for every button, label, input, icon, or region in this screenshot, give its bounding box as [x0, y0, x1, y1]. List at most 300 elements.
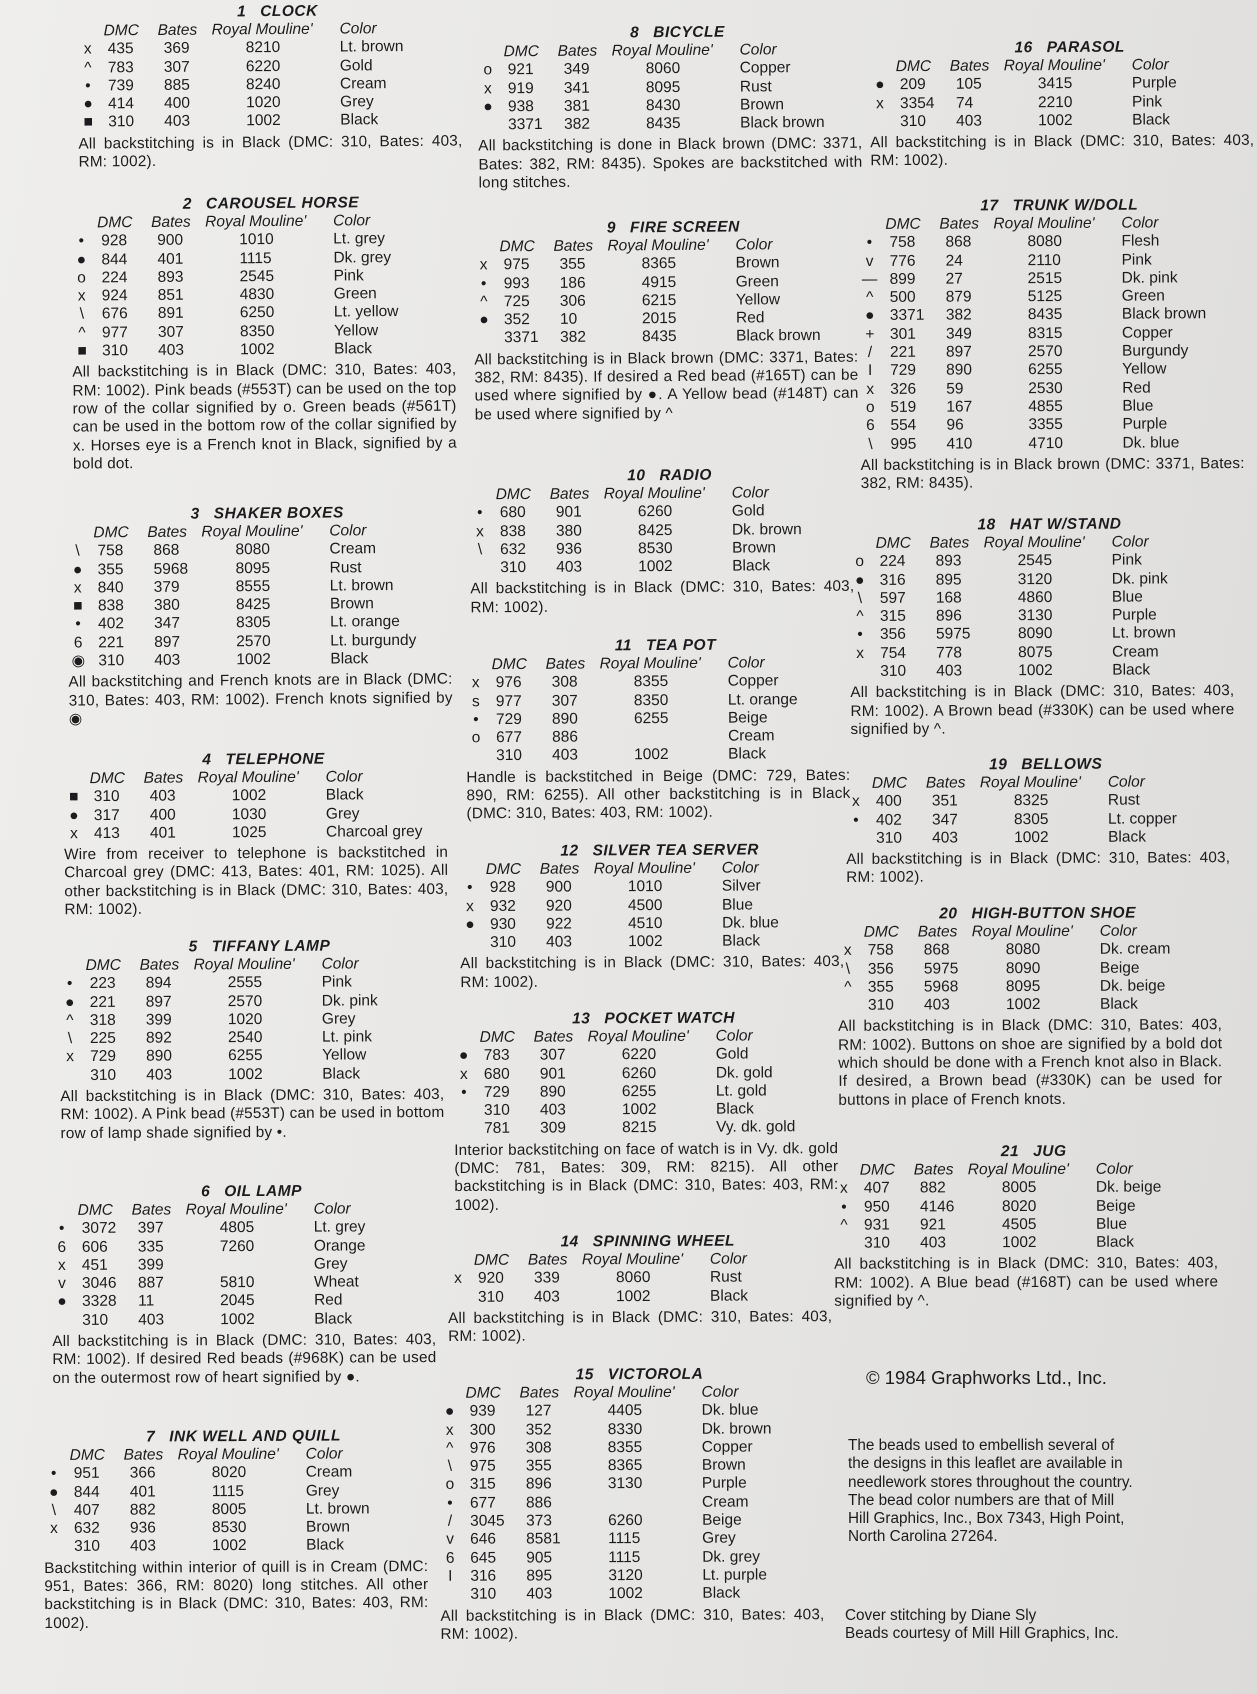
cell-rm: 8095: [1005, 977, 1041, 996]
cell-color: Blue: [1122, 397, 1154, 415]
cell-rm: 8095: [645, 78, 681, 96]
cell-bates: 168: [935, 589, 962, 607]
cell-rm: 6250: [239, 304, 275, 322]
cell-bates: 400: [164, 94, 191, 113]
thread-row: [52, 1273, 452, 1293]
cell-dmc: 310: [98, 652, 125, 670]
cell-sym: •: [857, 626, 863, 644]
cell-sym: x: [856, 644, 865, 662]
cell-bates: 397: [137, 1219, 164, 1237]
cell-sym: x: [459, 1065, 468, 1083]
cell-bates: 403: [546, 933, 573, 951]
cell-sym: o: [471, 729, 481, 747]
cell-bates: 307: [539, 1046, 566, 1064]
cell-color: Lt. orange: [329, 613, 400, 631]
cell-rm: 4405: [607, 1402, 643, 1420]
cell-sym: x: [73, 579, 82, 597]
cell-bates: 868: [923, 941, 950, 959]
cell-dmc: 310: [876, 829, 902, 847]
thread-row: [870, 74, 1257, 95]
cell-sym: x: [83, 40, 92, 58]
header-rm: Royal Mouline': [603, 484, 705, 503]
cell-dmc: 356: [879, 626, 906, 644]
cell-color: Yellow: [1122, 360, 1167, 379]
cell-bates: 382: [560, 329, 587, 347]
cell-color: Dk. grey: [702, 1548, 760, 1566]
cell-rm: 6215: [641, 291, 677, 310]
cell-rm: 8530: [211, 1519, 247, 1537]
cell-sym: o: [855, 553, 865, 571]
design-title: [439, 1365, 839, 1385]
cell-dmc: 899: [889, 270, 916, 288]
cell-rm: 4830: [239, 286, 275, 304]
cell-dmc: 950: [863, 1198, 890, 1216]
header-rm: Royal Mouline': [971, 922, 1073, 941]
cell-rm: 1020: [246, 94, 281, 112]
header-dmc: DMC: [885, 215, 921, 233]
thread-row: [850, 588, 1250, 608]
cell-bates: 167: [946, 398, 973, 416]
cell-rm: 4860: [1017, 588, 1053, 607]
backstitch-note: All backstitching is in Black (DMC: 310, Bates: 403, RM: 1002). A Pink bead (#553T) can be used in bottom row of lamp shade signified by •.: [60, 1086, 445, 1142]
cell-bates: 4146: [919, 1197, 955, 1216]
cell-sym: \: [75, 542, 80, 560]
cell-bates: 901: [539, 1065, 566, 1083]
thread-row: [850, 606, 1250, 626]
cell-dmc: 977: [101, 323, 128, 342]
header-bates: Bates: [545, 655, 586, 673]
design-number: 11: [614, 637, 633, 655]
header-rm: Royal Mouline': [967, 1160, 1070, 1179]
cell-bates: 886: [525, 1494, 552, 1512]
cell-rm: 1002: [212, 1537, 247, 1555]
cell-rm: 1002: [628, 933, 663, 951]
design-name: BICYCLE: [653, 23, 725, 42]
thread-row: [52, 1310, 452, 1330]
cell-color: Black: [334, 340, 373, 358]
design-number: 15: [575, 1366, 594, 1384]
cell-dmc: 645: [470, 1549, 497, 1567]
thread-row: [850, 624, 1250, 644]
cell-bates: 351: [931, 792, 958, 810]
cell-dmc: 225: [89, 1030, 116, 1048]
header-color: Color: [325, 768, 363, 786]
cell-rm: 3355: [1028, 416, 1063, 434]
header-bates: Bates: [533, 1028, 574, 1046]
cell-rm: 8305: [1013, 810, 1049, 828]
cell-color: Pink: [1131, 93, 1163, 111]
cell-sym: •: [447, 1494, 453, 1512]
cell-dmc: 310: [880, 662, 907, 680]
cell-sym: o: [77, 269, 86, 287]
cell-dmc: 632: [499, 540, 526, 559]
thread-row: [44, 1463, 444, 1483]
cell-dmc: 729: [483, 1083, 510, 1101]
header-bates: Bates: [939, 215, 980, 233]
cell-bates: 399: [137, 1256, 164, 1274]
design-name: TELEPHONE: [225, 750, 325, 769]
cell-sym: ^: [866, 289, 874, 307]
cell-bates: 410: [946, 435, 973, 453]
cell-color: Grey: [313, 1255, 348, 1273]
cell-rm: 8075: [1018, 643, 1053, 661]
cell-rm: 1002: [621, 1101, 657, 1119]
cell-sym: x: [77, 287, 86, 305]
cell-bates: 24: [945, 252, 963, 270]
backstitch-note: All backstitching is in Black (DMC: 310, Bates: 403, RM: 1002).: [78, 132, 463, 171]
cell-sym: I: [867, 362, 873, 380]
cell-color: Black: [340, 111, 379, 129]
cell-rm: 2210: [1037, 93, 1073, 111]
cell-bates: 400: [149, 806, 176, 824]
design-name: RADIO: [659, 466, 712, 485]
cell-rm: 1115: [211, 1482, 245, 1500]
design-title: [460, 841, 860, 861]
cell-color: Purple: [1122, 415, 1168, 433]
cell-color: Cream: [339, 75, 387, 93]
cell-bates: 382: [564, 115, 591, 134]
design-legend-16: [870, 38, 1257, 171]
cell-dmc: 921: [507, 61, 534, 79]
cell-dmc: 3371: [889, 307, 925, 325]
header-rm: Royal Mouline': [197, 768, 299, 787]
cell-dmc: 310: [867, 996, 894, 1014]
backstitch-note: Wire from receiver to telephone is backstitched in Charcoal grey (DMC: 413, Bates: 401, RM: 1025). All other backstitching is in Black (DMC: 310, Bates: 403, RM: 1002).: [64, 844, 449, 919]
cell-bates: 897: [945, 343, 972, 361]
design-legend-1: [77, 1, 478, 172]
cell-rm: 2540: [227, 1029, 263, 1047]
cell-rm: 8355: [607, 1438, 643, 1457]
cell-color: Brown: [739, 96, 784, 114]
cell-dmc: 310: [900, 112, 927, 130]
cell-bates: 895: [935, 571, 962, 589]
cell-color: Grey: [340, 93, 374, 111]
thread-row: [870, 92, 1257, 113]
cell-dmc: 680: [483, 1065, 510, 1083]
cell-dmc: 3354: [899, 94, 935, 112]
design-number: 13: [572, 1010, 591, 1028]
cell-rm: 8005: [211, 1500, 247, 1519]
cell-dmc: 310: [864, 1234, 890, 1252]
cell-color: Brown: [701, 1456, 746, 1474]
cell-color: Black: [722, 932, 761, 950]
cell-bates: 355: [525, 1457, 552, 1475]
design-title: [453, 1009, 853, 1029]
cell-color: Rust: [329, 558, 362, 577]
cell-color: Wheat: [313, 1273, 359, 1291]
backstitch-note: All backstitching is in Black (DMC: 310, Bates: 403, RM: 1002). Buttons on shoe are signified by a bold dot which should be done with a French knot also in Black. If desired, a Brown bead (#330K) can be used for buttons in place of French knots.: [838, 1016, 1223, 1109]
cell-color: Burgundy: [1121, 342, 1189, 360]
thread-row: [460, 877, 860, 898]
header-rm: Royal Mouline': [201, 522, 303, 541]
cell-color: Dk. blue: [701, 1401, 759, 1420]
header-bates: Bates: [143, 769, 184, 787]
cell-bates: 403: [533, 1288, 560, 1306]
design-name: PARASOL: [1046, 38, 1125, 57]
cell-rm: 1002: [240, 341, 275, 359]
design-legend-3: [67, 503, 469, 728]
cell-rm: 8210: [245, 39, 281, 57]
header-dmc: DMC: [485, 860, 522, 879]
cell-sym: ■: [83, 113, 94, 132]
cell-color: Black brown: [740, 114, 825, 132]
cell-rm: 8240: [245, 75, 281, 94]
cell-dmc: 840: [97, 579, 124, 597]
thread-row: [454, 1100, 854, 1120]
thread-row: [846, 791, 1246, 811]
thread-row: [860, 360, 1257, 380]
cell-rm: 2045: [220, 1292, 255, 1310]
cell-dmc: 758: [889, 234, 916, 252]
thread-row: [460, 895, 860, 916]
cell-dmc: 729: [90, 1048, 117, 1066]
design-legend-12: [460, 841, 861, 992]
cell-rm: 3415: [1037, 75, 1073, 93]
header-dmc: DMC: [77, 1201, 113, 1219]
cell-dmc: 680: [499, 504, 526, 522]
cell-color: Beige: [1095, 1197, 1136, 1215]
header-bates: Bates: [123, 1446, 164, 1464]
cell-dmc: 632: [73, 1519, 100, 1538]
thread-row: [834, 1215, 1234, 1235]
design-name: VICTOROLA: [607, 1365, 704, 1384]
backstitch-note: All backstitching is in Black (DMC: 310, Bates: 403, RM: 1002).: [460, 953, 845, 991]
cell-dmc: 976: [495, 674, 522, 692]
cell-color: Red: [314, 1292, 343, 1310]
cell-bates: 352: [525, 1420, 552, 1439]
cell-color: Black: [728, 745, 767, 764]
cell-rm: 1002: [246, 112, 281, 130]
cell-dmc: 783: [107, 58, 134, 76]
cell-color: Lt. orange: [727, 690, 798, 709]
cell-color: Yellow: [322, 1046, 367, 1065]
cell-rm: 3130: [607, 1475, 643, 1493]
thread-row: [460, 914, 860, 935]
backstitch-note: Handle is backstitched in Beige (DMC: 729, Bates: 890, RM: 6255). All other backstitching is in Black (DMC: 310, Bates: 403, RM: 1002).: [466, 766, 851, 823]
header-color: Color: [1099, 922, 1137, 940]
thread-row: [838, 995, 1238, 1015]
cell-bates: 74: [955, 94, 974, 112]
design-number: 7: [146, 1428, 156, 1446]
cell-sym: s: [471, 692, 480, 710]
design-legend-2: [71, 193, 473, 473]
design-name: TEA POT: [645, 636, 717, 655]
cell-bates: 399: [145, 1011, 172, 1029]
header-color: Color: [1131, 56, 1169, 74]
cell-rm: 8330: [607, 1420, 643, 1438]
cell-color: Yellow: [333, 321, 379, 340]
thread-row: [846, 810, 1246, 830]
cell-rm: 1002: [1014, 828, 1049, 847]
legend-header: [870, 56, 1257, 77]
design-number: 18: [977, 516, 996, 534]
design-number: 16: [1014, 39, 1033, 57]
cell-sym: x: [843, 942, 852, 960]
cell-rm: 2110: [1027, 251, 1061, 269]
cell-bates: 900: [157, 231, 184, 250]
cell-dmc: 310: [500, 559, 527, 577]
cell-sym: ●: [83, 95, 93, 113]
cell-rm: 8080: [1027, 233, 1062, 251]
cell-bates: 890: [946, 361, 973, 379]
cell-dmc: 975: [469, 1457, 496, 1475]
cell-rm: 8090: [1005, 959, 1041, 977]
legend-header: [850, 533, 1250, 553]
cell-rm: 8020: [211, 1464, 247, 1482]
header-rm: Royal Mouline': [177, 1445, 279, 1464]
thread-row: [850, 570, 1250, 590]
cell-color: Lt. grey: [333, 230, 386, 248]
cell-color: Cream: [727, 727, 775, 745]
header-rm: Royal Mouline': [581, 1250, 684, 1269]
cell-rm: 1002: [231, 787, 267, 805]
cell-bates: 380: [555, 522, 582, 540]
cell-dmc: 326: [890, 380, 917, 398]
design-name: JUG: [1033, 1142, 1067, 1161]
cell-color: Lt. brown: [1111, 624, 1176, 643]
thread-row: [850, 551, 1250, 571]
cell-rm: 1002: [228, 1065, 263, 1083]
cell-sym: I: [448, 1567, 453, 1585]
cell-rm: 6255: [1028, 361, 1063, 379]
cell-sym: ■: [77, 342, 87, 360]
cell-dmc: 310: [477, 1288, 504, 1306]
cell-rm: 6260: [637, 503, 673, 521]
cell-bates: 5968: [923, 978, 959, 996]
cell-color: Lt. burgundy: [330, 631, 417, 650]
header-color: Color: [731, 484, 769, 502]
cell-rm: 8435: [646, 115, 681, 133]
cell-color: Yellow: [735, 291, 781, 309]
cell-color: Beige: [727, 709, 768, 727]
cell-bates: 380: [153, 596, 180, 615]
cell-rm: 7260: [219, 1237, 255, 1255]
cell-dmc: 597: [879, 589, 906, 607]
thread-row: [60, 991, 460, 1012]
cell-bates: 892: [145, 1029, 172, 1047]
thread-row: [859, 232, 1257, 252]
design-name: CLOCK: [260, 2, 318, 21]
header-color: Color: [339, 20, 377, 38]
cell-rm: 5125: [1027, 288, 1063, 306]
design-number: 10: [627, 467, 646, 485]
cell-color: Lt. gold: [715, 1082, 767, 1100]
thread-row: [454, 1064, 854, 1084]
cell-color: Dk. brown: [701, 1420, 772, 1438]
legend-header: [44, 1445, 444, 1465]
cell-rm: 8425: [235, 596, 271, 614]
cell-color: Dk. gold: [715, 1063, 773, 1082]
cell-sym: x: [876, 94, 884, 112]
cell-bates: 341: [563, 79, 590, 97]
cell-color: Copper: [739, 59, 791, 77]
design-legend-9: [473, 218, 874, 425]
cell-rm: 4505: [1001, 1215, 1037, 1234]
cell-sym: 6: [445, 1549, 455, 1567]
cell-sym: ●: [72, 561, 83, 579]
cell-rm: 1115: [608, 1530, 641, 1548]
cell-color: Dk. blue: [1122, 433, 1180, 452]
cell-dmc: 976: [469, 1439, 496, 1457]
cell-color: Red: [735, 309, 765, 327]
header-dmc: DMC: [895, 57, 932, 76]
header-rm: Royal Mouline': [983, 533, 1085, 552]
cell-color: Dk. blue: [721, 914, 779, 932]
cell-sym: o: [483, 61, 493, 79]
cell-color: Black brown: [1121, 305, 1207, 324]
cell-bates: 5975: [935, 625, 971, 644]
header-bates: Bates: [553, 237, 594, 255]
cell-rm: 5810: [219, 1274, 255, 1292]
cell-color: Dk. beige: [1095, 1178, 1162, 1197]
design-number: 3: [190, 505, 200, 523]
cell-rm: 8435: [1027, 306, 1063, 324]
thread-row: [860, 415, 1257, 435]
cell-bates: 105: [955, 75, 982, 94]
cell-rm: 1115: [239, 249, 272, 267]
thread-row: [78, 111, 478, 132]
design-number: 2: [182, 195, 193, 213]
thread-row: [60, 1046, 460, 1067]
design-name: SHAKER BOXES: [213, 504, 344, 523]
cell-dmc: 3072: [81, 1220, 117, 1238]
header-dmc: DMC: [85, 956, 121, 975]
cell-sym: \: [447, 1457, 453, 1475]
header-dmc: DMC: [465, 1384, 501, 1402]
thread-row: [860, 324, 1257, 344]
cell-rm: 1002: [1018, 662, 1053, 680]
cell-bates: 11: [138, 1292, 155, 1311]
cell-sym: ●: [49, 1483, 59, 1501]
header-color: Color: [321, 955, 359, 973]
cell-dmc: 781: [484, 1120, 511, 1138]
legend-header: [439, 1383, 839, 1403]
cell-bates: 382: [945, 306, 972, 325]
cell-dmc: 301: [889, 325, 916, 343]
cell-color: Lt. brown: [329, 576, 394, 595]
cell-sym: x: [445, 1421, 454, 1439]
thread-row: [478, 114, 878, 135]
header-color: Color: [709, 1250, 747, 1268]
cell-sym: \: [857, 589, 863, 607]
cell-bates: 403: [164, 113, 191, 131]
cell-bates: 373: [526, 1512, 552, 1530]
cell-bates: 868: [153, 541, 180, 560]
design-title: [870, 38, 1257, 59]
cell-sym: •: [473, 711, 479, 729]
cell-rm: 2515: [1027, 269, 1063, 288]
header-dmc: DMC: [89, 769, 126, 788]
cell-bates: 355: [559, 255, 586, 274]
header-color: Color: [739, 41, 777, 59]
header-dmc: DMC: [871, 774, 908, 792]
cell-color: Black: [1099, 995, 1138, 1013]
cell-color: Pink: [321, 973, 352, 991]
cell-rm: 8430: [645, 96, 681, 115]
design-name: POCKET WATCH: [604, 1009, 735, 1028]
header-bates: Bates: [527, 1251, 568, 1269]
thread-row: [52, 1255, 452, 1275]
thread-row: [460, 932, 860, 953]
cell-dmc: 975: [503, 256, 530, 274]
thread-row: [860, 287, 1257, 307]
design-legend-5: [59, 937, 460, 1143]
backstitch-note: Backstitching within interior of quill is in Cream (DMC: 951, Bates: 366, RM: 8020) long stitches. All other backstitching is in Black (DMC: 310, Bates: 403, RM: 1002).: [44, 1557, 429, 1632]
cell-bates: 5968: [153, 560, 189, 578]
cell-rm: 2570: [227, 992, 263, 1010]
cell-sym: \: [845, 960, 851, 978]
backstitch-note: All backstitching is in Black brown (DMC: 3371, Bates: 382, RM: 8435). If desired a Red bead (#165T) can be used where signified by ●. A Yellow bead (#148T) can be used where signified by ^: [474, 348, 859, 424]
